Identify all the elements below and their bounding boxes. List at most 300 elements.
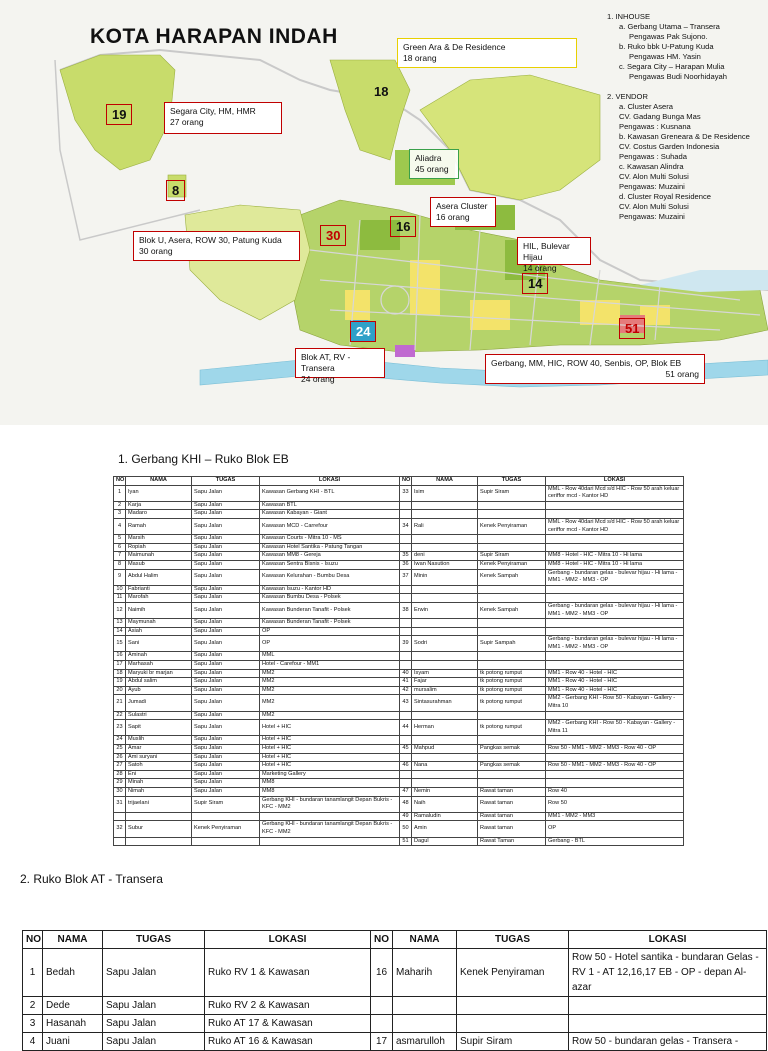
table-row xyxy=(114,678,684,687)
table-cell xyxy=(412,652,478,661)
table-cell: Sapu Jalan xyxy=(192,535,260,544)
table-row xyxy=(114,720,684,736)
table-cell xyxy=(412,510,478,519)
table-cell: Sapu Jalan xyxy=(192,770,260,779)
legend-line: Pengawas Budi Noorhidayah xyxy=(629,72,727,81)
table-cell: Gerbang - bundaran gelas - bulevar hijau - Hi lama - MM1 - MM2 - MM3 - OP xyxy=(546,636,684,652)
table-cell xyxy=(478,711,546,720)
column-header: NAMA xyxy=(393,931,457,949)
table-cell: Dede xyxy=(43,997,103,1015)
table-row xyxy=(23,997,767,1015)
column-header: NAMA xyxy=(412,477,478,486)
table-cell: 9 xyxy=(114,569,126,585)
table-cell: 12 xyxy=(114,602,126,618)
table-cell: Supir Siram xyxy=(478,552,546,561)
table-row xyxy=(114,552,684,561)
table-cell: Gerbang KHI - bundaran tanamlangit Depan Bukris - KFC - MM2 xyxy=(260,796,400,812)
table-cell xyxy=(478,594,546,603)
table-cell: Kenek Penyiraman xyxy=(478,560,546,569)
table-cell: Row 50 - MM1 - MM2 - MM3 - Row 40 - OP xyxy=(546,745,684,754)
table-cell: Sapu Jalan xyxy=(192,720,260,736)
table-cell: Sapu Jalan xyxy=(103,1033,205,1051)
table-cell: Sapu Jalan xyxy=(192,779,260,788)
table-row xyxy=(114,636,684,652)
table-cell: 33 xyxy=(400,485,412,501)
table-cell xyxy=(400,779,412,788)
table-cell: Kawasan Bunderan Tanafit - Polsek xyxy=(260,619,400,628)
table-cell: Iwan Nasution xyxy=(412,560,478,569)
area-number-18: 18 xyxy=(374,84,389,99)
table-cell: Sapu Jalan xyxy=(192,501,260,510)
table-cell: 25 xyxy=(114,745,126,754)
table-cell: Sapu Jalan xyxy=(103,1015,205,1033)
table-cell: Kawasan Bunderan Tanafit - Polsek xyxy=(260,602,400,618)
table-row xyxy=(114,779,684,788)
table-cell: MM8 xyxy=(260,787,400,796)
table-cell: asmarulloh xyxy=(393,1033,457,1051)
callout-count: 45 orang xyxy=(415,164,449,174)
legend-line: 1. INHOUSE xyxy=(607,12,651,21)
table-cell: 10 xyxy=(114,585,126,594)
table-cell: Minin xyxy=(412,569,478,585)
table-row xyxy=(114,711,684,720)
table-cell xyxy=(478,652,546,661)
table-cell: Erwin xyxy=(412,602,478,618)
table-cell xyxy=(400,627,412,636)
table-cell: Sapu Jalan xyxy=(192,569,260,585)
table-cell: Hasanah xyxy=(43,1015,103,1033)
table-cell xyxy=(478,543,546,552)
table-cell: Maymunah xyxy=(126,619,192,628)
table-cell: 35 xyxy=(400,552,412,561)
legend-line: CV. Costus Garden Indonesia xyxy=(619,142,720,151)
table-cell: Sapu Jalan xyxy=(192,686,260,695)
table-cell: Gerbang - BTL xyxy=(546,837,684,846)
table-cell: 40 xyxy=(400,669,412,678)
column-header: LOKASI xyxy=(205,931,371,949)
callout-gerbang xyxy=(485,354,705,384)
table-cell xyxy=(546,510,684,519)
table-cell: 32 xyxy=(114,821,126,837)
table-cell: Naimih xyxy=(126,602,192,618)
column-header: TUGAS xyxy=(478,477,546,486)
table-cell: 1 xyxy=(23,949,43,997)
legend-line: CV. Gadang Bunga Mas xyxy=(619,112,701,121)
table-row xyxy=(114,686,684,695)
table-cell: Rali xyxy=(412,518,478,534)
table-cell: MM1 - Row 40 - Hotel - HIC xyxy=(546,678,684,687)
table-cell: Satoh xyxy=(126,762,192,771)
table-cell: Maharih xyxy=(393,949,457,997)
table-cell: 23 xyxy=(114,720,126,736)
table-header-row xyxy=(23,931,767,949)
table-cell: Abdul salim xyxy=(126,678,192,687)
table-cell xyxy=(478,619,546,628)
table-cell: 4 xyxy=(23,1033,43,1051)
table-cell xyxy=(478,661,546,670)
table-row xyxy=(114,753,684,762)
table-cell: Amar xyxy=(126,745,192,754)
column-header: NO xyxy=(114,477,126,486)
table-cell xyxy=(400,543,412,552)
table-cell: 21 xyxy=(114,695,126,711)
table-cell: Marofah xyxy=(126,594,192,603)
table-cell: 46 xyxy=(400,762,412,771)
table-cell: Ramaludin xyxy=(412,812,478,821)
area-number-24: 24 xyxy=(350,321,376,342)
column-header: TUGAS xyxy=(192,477,260,486)
table-cell xyxy=(412,594,478,603)
table-cell xyxy=(546,779,684,788)
table-cell: Madaro xyxy=(126,510,192,519)
table-cell: Supir Siram xyxy=(478,485,546,501)
table-cell: Nana xyxy=(412,762,478,771)
table-cell: Rawat Taman xyxy=(478,837,546,846)
table-cell: 3 xyxy=(23,1015,43,1033)
table-cell: Ramah xyxy=(126,518,192,534)
table-cell xyxy=(412,736,478,745)
table-cell: Sapu Jalan xyxy=(192,627,260,636)
table-cell: Ruko RV 1 & Kawasan xyxy=(205,949,371,997)
column-header: TUGAS xyxy=(457,931,569,949)
table-cell: Herman xyxy=(412,720,478,736)
table-cell: 3 xyxy=(114,510,126,519)
table-row xyxy=(114,837,684,846)
table-cell: 49 xyxy=(400,812,412,821)
table-cell: 26 xyxy=(114,753,126,762)
table-cell: MM2 xyxy=(260,711,400,720)
callout-count: 27 orang xyxy=(170,117,204,127)
table-cell: 28 xyxy=(114,770,126,779)
table-cell: 2 xyxy=(23,997,43,1015)
table-cell: Juani xyxy=(43,1033,103,1051)
table-cell: MM1 - Row 40 - Hotel - HIC xyxy=(546,669,684,678)
table-cell: deni xyxy=(412,552,478,561)
table-cell: Pangkas semak xyxy=(478,745,546,754)
table-cell xyxy=(412,753,478,762)
table-cell: 42 xyxy=(400,686,412,695)
table-cell: Kenek Sampah xyxy=(478,602,546,618)
table-cell: Hotel - Carefour - MM1 xyxy=(260,661,400,670)
callout-label: Gerbang, MM, HIC, ROW 40, Senbis, OP, Blok EB xyxy=(491,358,682,368)
table-cell: Sulastri xyxy=(126,711,192,720)
table-cell xyxy=(400,501,412,510)
table-cell: MM2 - Gerbang KHI - Row 50 - Kabayan - Gallery - Mitra 10 xyxy=(546,695,684,711)
table-cell: Marhasah xyxy=(126,661,192,670)
table-cell xyxy=(400,736,412,745)
table-cell: 30 xyxy=(114,787,126,796)
callout-count: 18 orang xyxy=(403,53,437,63)
table-row xyxy=(114,669,684,678)
table-cell xyxy=(546,594,684,603)
table-cell xyxy=(400,535,412,544)
table-cell: Ayub xyxy=(126,686,192,695)
table-cell: 7 xyxy=(114,552,126,561)
table-cell xyxy=(412,711,478,720)
table-cell: Karja xyxy=(126,501,192,510)
area-number-19: 19 xyxy=(106,104,132,125)
table-cell: MM2 xyxy=(260,669,400,678)
table-cell xyxy=(400,753,412,762)
table-cell: Minah xyxy=(126,779,192,788)
table-cell: 6 xyxy=(114,543,126,552)
table-cell: Sapu Jalan xyxy=(192,602,260,618)
table-cell: 2 xyxy=(114,501,126,510)
callout-label: Blok AT, RV - Transera xyxy=(301,352,351,373)
table-cell: Sapu Jalan xyxy=(192,745,260,754)
table-cell: MM8 xyxy=(260,779,400,788)
legend-line: d. Cluster Royal Residence xyxy=(619,192,712,201)
table-cell: 1 xyxy=(114,485,126,501)
table-cell xyxy=(400,619,412,628)
table-cell xyxy=(478,770,546,779)
table-cell xyxy=(478,753,546,762)
table-row xyxy=(23,1033,767,1051)
legend-line: CV. Alon Multi Solusi xyxy=(619,202,689,211)
legend-line: c. Kawasan Alindra xyxy=(619,162,684,171)
table-cell xyxy=(412,661,478,670)
table-cell: Bedah xyxy=(43,949,103,997)
table-cell: Sapu Jalan xyxy=(192,678,260,687)
table-cell xyxy=(478,736,546,745)
table-row xyxy=(114,501,684,510)
table-cell: tk potong rumput xyxy=(478,686,546,695)
table-cell: Muslih xyxy=(126,736,192,745)
table-cell: Ruko RV 2 & Kawasan xyxy=(205,997,371,1015)
table-cell: Mahpud xyxy=(412,745,478,754)
table-cell: Fajar xyxy=(412,678,478,687)
callout-label: Green Ara & De Residence xyxy=(403,42,506,52)
table-cell: tk potong rumput xyxy=(478,669,546,678)
table-cell xyxy=(478,535,546,544)
table-cell xyxy=(400,661,412,670)
table-row xyxy=(114,736,684,745)
table-cell: trijaelani xyxy=(126,796,192,812)
table-cell: Kawasan Sentra Bisnis - Isuzu xyxy=(260,560,400,569)
area-number-16: 16 xyxy=(390,216,416,237)
table-row xyxy=(114,535,684,544)
table-cell: 44 xyxy=(400,720,412,736)
table-cell xyxy=(478,627,546,636)
table-cell: Kawasan Kelurahan - Bumbu Desa xyxy=(260,569,400,585)
table-cell: Kawasan Courts - Mitra 10 - MS xyxy=(260,535,400,544)
table-cell: Fabrianti xyxy=(126,585,192,594)
table-cell xyxy=(114,837,126,846)
table-cell: 41 xyxy=(400,678,412,687)
map-legend xyxy=(607,12,767,222)
table-cell xyxy=(546,543,684,552)
table-cell: Kawasan Hotel Santika - Patung Tangan xyxy=(260,543,400,552)
table-cell xyxy=(192,812,260,821)
table-row xyxy=(114,796,684,812)
table-cell: Sapu Jalan xyxy=(192,560,260,569)
table-cell: Gerbang KHI - bundaran tanamlangit Depan Bukris - KFC - MM2 xyxy=(260,821,400,837)
table-row xyxy=(114,602,684,618)
table-cell xyxy=(546,535,684,544)
table-cell: Sapu Jalan xyxy=(192,636,260,652)
table-cell: Sani xyxy=(126,636,192,652)
table-cell: Sapu Jalan xyxy=(103,949,205,997)
table-cell: 16 xyxy=(114,652,126,661)
table-row xyxy=(23,949,767,997)
table-cell: 15 xyxy=(114,636,126,652)
table-cell: Isyam xyxy=(412,669,478,678)
table-cell: Row 40 xyxy=(546,787,684,796)
table-cell xyxy=(478,501,546,510)
table-cell: Jumadi xyxy=(126,695,192,711)
table-cell xyxy=(400,770,412,779)
table-cell: Sapu Jalan xyxy=(192,762,260,771)
table-cell: MM8 - Hotel - HIC - Mitra 10 - Hi lama xyxy=(546,552,684,561)
callout-aliandra xyxy=(409,149,459,179)
table-cell: Hotel + HIC xyxy=(260,762,400,771)
table-cell: Kawasan Bumbu Desa - Polsek xyxy=(260,594,400,603)
table-cell: MM8 - Hotel - HIC - Mitra 10 - Hi lama xyxy=(546,560,684,569)
table-row xyxy=(114,510,684,519)
table-cell: Maimunah xyxy=(126,552,192,561)
table-cell: MML xyxy=(260,652,400,661)
table-cell: Sintasurahman xyxy=(412,695,478,711)
table-cell: Sapu Jalan xyxy=(192,736,260,745)
callout-hil xyxy=(517,237,591,273)
table-row xyxy=(114,762,684,771)
table-cell xyxy=(260,837,400,846)
table-cell: 45 xyxy=(400,745,412,754)
column-header: NO xyxy=(400,477,412,486)
table-row xyxy=(114,812,684,821)
table-cell: Sapu Jalan xyxy=(192,753,260,762)
legend-line: Pengawas HM. Yasin xyxy=(629,52,701,61)
table-cell xyxy=(546,652,684,661)
table-cell: Naih xyxy=(412,796,478,812)
table-cell: 19 xyxy=(114,678,126,687)
table-cell: MM1 - Row 40 - Hotel - HIC xyxy=(546,686,684,695)
table-cell: Kawasan Kabayan - Giant xyxy=(260,510,400,519)
table-cell: Masub xyxy=(126,560,192,569)
table-cell: Supir Siram xyxy=(457,1033,569,1051)
table-cell: Sapu Jalan xyxy=(192,594,260,603)
table-header-row xyxy=(114,477,684,486)
table-cell xyxy=(412,619,478,628)
table-cell: MM2 xyxy=(260,686,400,695)
table-cell: Hotel + HIC xyxy=(260,720,400,736)
table-cell: Ami suryani xyxy=(126,753,192,762)
table-cell: 20 xyxy=(114,686,126,695)
table-cell xyxy=(478,510,546,519)
column-header: NAMA xyxy=(126,477,192,486)
table-cell: 5 xyxy=(114,535,126,544)
table-row xyxy=(114,627,684,636)
callout-count: 30 orang xyxy=(139,246,173,256)
callout-label: Segara City, HM, HMR xyxy=(170,106,256,116)
legend-line: CV. Alon Multi Solusi xyxy=(619,172,689,181)
table-cell: MM2 xyxy=(260,678,400,687)
callout-count: 51 orang xyxy=(665,369,699,379)
table-cell: Sapu Jalan xyxy=(192,711,260,720)
table-cell: Kenek Penyiraman xyxy=(457,949,569,997)
table-cell xyxy=(546,661,684,670)
table-cell xyxy=(546,585,684,594)
table-row xyxy=(114,652,684,661)
table-cell: Gerbang - bundaran gelas - bulevar hijau - Hi lama - MM1 - MM2 - MM3 - OP xyxy=(546,569,684,585)
callout-count: 16 orang xyxy=(436,212,470,222)
table-cell xyxy=(400,585,412,594)
table-row xyxy=(114,543,684,552)
table-cell: 50 xyxy=(400,821,412,837)
table-cell xyxy=(412,535,478,544)
table-cell: 14 xyxy=(114,627,126,636)
legend-line: c. Segara City – Harapan Mulia xyxy=(619,62,725,71)
table-cell: MM2 - Gerbang KHI - Row 50 - Kabayan - Gallery - Mitra 11 xyxy=(546,720,684,736)
legend-line: Pengawas : Suhada xyxy=(619,152,687,161)
section-2-heading: 2. Ruko Blok AT - Transera xyxy=(20,872,163,886)
table-cell xyxy=(412,627,478,636)
table-row xyxy=(114,560,684,569)
table-cell: Isim xyxy=(412,485,478,501)
table-cell: Dagul xyxy=(412,837,478,846)
table-row xyxy=(114,569,684,585)
table-cell: tk potong rumput xyxy=(478,720,546,736)
table-cell xyxy=(546,627,684,636)
table-cell xyxy=(400,711,412,720)
table-cell: Asiah xyxy=(126,627,192,636)
table-cell: Kenek Sampah xyxy=(478,569,546,585)
table-cell xyxy=(192,837,260,846)
table-cell: MM1 - MM2 - MM3 xyxy=(546,812,684,821)
table-row xyxy=(114,585,684,594)
table-cell: 36 xyxy=(400,560,412,569)
table-cell: Ropiah xyxy=(126,543,192,552)
table-cell: Rawat taman xyxy=(478,812,546,821)
column-header: NO xyxy=(371,931,393,949)
table-cell: 37 xyxy=(400,569,412,585)
table-cell: Sodri xyxy=(412,636,478,652)
table-cell xyxy=(412,779,478,788)
table-cell: Sapu Jalan xyxy=(192,543,260,552)
table-cell: Ruko AT 16 & Kawasan xyxy=(205,1033,371,1051)
table-cell: 27 xyxy=(114,762,126,771)
area-number-30: 30 xyxy=(320,225,346,246)
legend-line: Pengawas Pak Sujono. xyxy=(629,32,708,41)
callout-asera xyxy=(430,197,496,227)
table-row xyxy=(114,661,684,670)
table-cell: Row 50 xyxy=(546,796,684,812)
legend-line: Pengawas : Kusnana xyxy=(619,122,691,131)
table-cell: MML - Row 40dari Mcd s/d HIC - Row 50 arah keluar ceriffor mcd - Kantor HD xyxy=(546,518,684,534)
table-cell: tk potong rumput xyxy=(478,678,546,687)
table-cell: Rawat taman xyxy=(478,821,546,837)
column-header: NAMA xyxy=(43,931,103,949)
callout-count: 14 orang xyxy=(523,263,557,273)
area-number-51: 51 xyxy=(619,318,645,339)
callout-count: 24 orang xyxy=(301,374,335,384)
table-row xyxy=(114,821,684,837)
table-cell: 17 xyxy=(371,1033,393,1051)
table-cell: 18 xyxy=(114,669,126,678)
table-cell xyxy=(400,652,412,661)
table-cell: 29 xyxy=(114,779,126,788)
column-header: NO xyxy=(23,931,43,949)
table-cell: mursalim xyxy=(412,686,478,695)
table-cell: Hotel + HIC xyxy=(260,753,400,762)
table-row xyxy=(114,787,684,796)
callout-blok-at xyxy=(295,348,385,384)
table-cell xyxy=(393,997,457,1015)
table-row xyxy=(114,619,684,628)
table-cell xyxy=(412,543,478,552)
table-cell xyxy=(546,619,684,628)
table-cell: MML - Row 40dari Mcd s/d HIC - Row 50 arah keluar ceriffor mcd - Kantor HD xyxy=(546,485,684,501)
